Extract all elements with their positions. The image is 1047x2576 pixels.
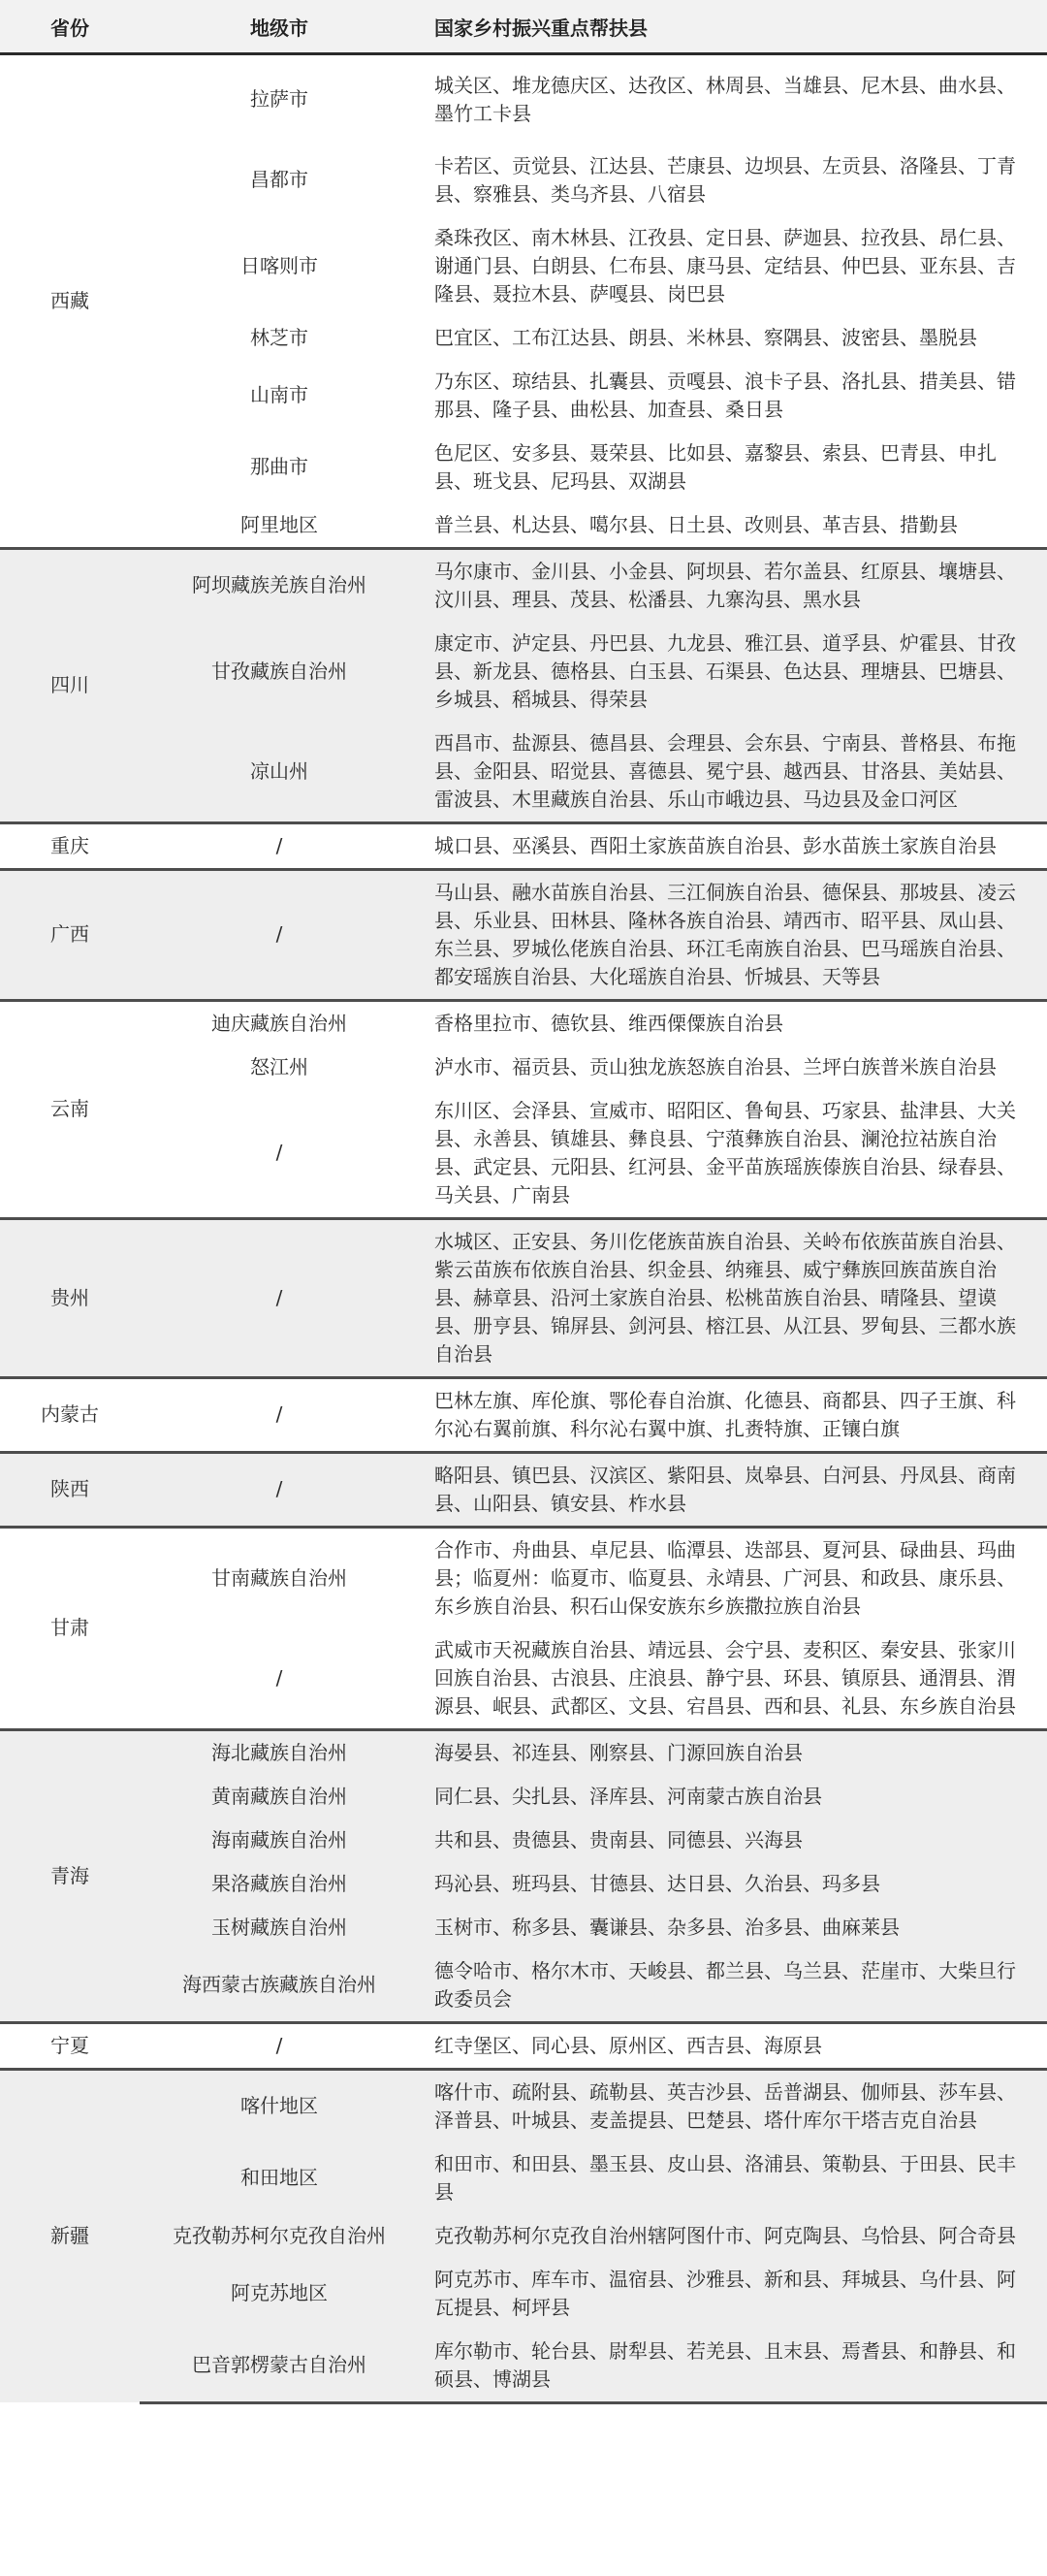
city-cell: 果洛藏族自治州 bbox=[140, 1862, 419, 1906]
county-list-cell: 桑珠孜区、南木林县、江孜县、定日县、萨迦县、拉孜县、昂仁县、谢通门县、白朗县、仁布县、康马县、定结县、仲巴县、亚东县、吉隆县、聂拉木县、萨嘎县、岗巴县 bbox=[419, 216, 1047, 316]
county-list-cell: 红寺堡区、同心县、原州区、西吉县、海原县 bbox=[419, 2022, 1047, 2069]
county-list-cell: 海晏县、祁连县、刚察县、门源回族自治县 bbox=[419, 1729, 1047, 1775]
table-row bbox=[0, 869, 1047, 1000]
table-row bbox=[0, 503, 1047, 549]
county-list-cell: 阿克苏市、库车市、温宿县、沙雅县、新和县、拜城县、乌什县、阿瓦提县、柯坪县 bbox=[419, 2258, 1047, 2330]
city-cell: 克孜勒苏柯尔克孜自治州 bbox=[140, 2214, 419, 2258]
county-list-cell: 和田市、和田县、墨玉县、皮山县、洛浦县、策勒县、于田县、民丰县 bbox=[419, 2142, 1047, 2214]
table-row bbox=[0, 1628, 1047, 1730]
city-cell: 海北藏族自治州 bbox=[140, 1729, 419, 1775]
province-cell: 广西 bbox=[0, 869, 140, 1000]
city-cell: 甘南藏族自治州 bbox=[140, 1527, 419, 1628]
table-row bbox=[0, 622, 1047, 722]
province-cell: 青海 bbox=[0, 1729, 140, 2022]
county-list-cell: 德令哈市、格尔木市、天峻县、都兰县、乌兰县、茫崖市、大柴旦行政委员会 bbox=[419, 1949, 1047, 2023]
county-list-cell: 卡若区、贡觉县、江达县、芒康县、边坝县、左贡县、洛隆县、丁青县、察雅县、类乌齐县、八宿县 bbox=[419, 145, 1047, 216]
table-row bbox=[0, 2330, 1047, 2403]
table-row bbox=[0, 2142, 1047, 2214]
province-cell: 云南 bbox=[0, 1000, 140, 1218]
county-list-cell: 城口县、巫溪县、酉阳土家族苗族自治县、彭水苗族土家族自治县 bbox=[419, 822, 1047, 869]
header-city: 地级市 bbox=[140, 0, 419, 54]
city-cell: 甘孜藏族自治州 bbox=[140, 622, 419, 722]
province-group bbox=[0, 2069, 1047, 2402]
province-group bbox=[0, 1527, 1047, 1729]
city-cell: 迪庆藏族自治州 bbox=[140, 1000, 419, 1046]
city-cell: 怒江州 bbox=[140, 1046, 419, 1089]
county-list-cell: 马尔康市、金川县、小金县、阿坝县、若尔盖县、红原县、壤塘县、汶川县、理县、茂县、松潘县、九寨沟县、黑水县 bbox=[419, 548, 1047, 622]
county-list-cell: 水城区、正安县、务川仡佬族苗族自治县、关岭布依族苗族自治县、紫云苗族布依族自治县、织金县、纳雍县、威宁彝族回族苗族自治县、赫章县、沿河土家族自治县、松桃苗族自治县、晴隆县、望谟县、册亨县、锦屏县、剑河县、榕江县、从江县、罗甸县、三都水族自治县 bbox=[419, 1218, 1047, 1377]
city-cell: / bbox=[140, 1452, 419, 1527]
table-row bbox=[0, 2258, 1047, 2330]
county-list-cell: 玛沁县、班玛县、甘德县、达日县、久治县、玛多县 bbox=[419, 1862, 1047, 1906]
city-cell: 海西蒙古族藏族自治州 bbox=[140, 1949, 419, 2023]
province-group bbox=[0, 1218, 1047, 1377]
city-cell: / bbox=[140, 822, 419, 869]
county-list-cell: 泸水市、福贡县、贡山独龙族怒族自治县、兰坪白族普米族自治县 bbox=[419, 1046, 1047, 1089]
county-list-cell: 西昌市、盐源县、德昌县、会理县、会东县、宁南县、普格县、布拖县、金阳县、昭觉县、喜德县、冕宁县、越西县、甘洛县、美姑县、雷波县、木里藏族自治县、乐山市峨边县、马边县及金口河区 bbox=[419, 722, 1047, 823]
province-cell: 新疆 bbox=[0, 2069, 140, 2402]
header-province: 省份 bbox=[0, 0, 140, 54]
county-list-cell: 乃东区、琼结县、扎囊县、贡嘎县、浪卡子县、洛扎县、措美县、错那县、隆子县、曲松县、加查县、桑日县 bbox=[419, 360, 1047, 432]
city-cell: 林芝市 bbox=[140, 316, 419, 360]
province-group bbox=[0, 869, 1047, 1000]
province-group bbox=[0, 1452, 1047, 1527]
table-row bbox=[0, 722, 1047, 823]
city-cell: 那曲市 bbox=[140, 432, 419, 503]
table-row bbox=[0, 2022, 1047, 2069]
county-list-cell: 玉树市、称多县、囊谦县、杂多县、治多县、曲麻莱县 bbox=[419, 1906, 1047, 1949]
city-cell: 日喀则市 bbox=[140, 216, 419, 316]
table-row bbox=[0, 1377, 1047, 1452]
county-list-cell: 喀什市、疏附县、疏勒县、英吉沙县、岳普湖县、伽师县、莎车县、泽普县、叶城县、麦盖提县、巴楚县、塔什库尔干塔吉克自治县 bbox=[419, 2069, 1047, 2142]
county-list-cell: 城关区、堆龙德庆区、达孜区、林周县、当雄县、尼木县、曲水县、墨竹工卡县 bbox=[419, 54, 1047, 145]
province-group bbox=[0, 54, 1047, 549]
table-row bbox=[0, 1452, 1047, 1527]
table-row bbox=[0, 1775, 1047, 1819]
table-row bbox=[0, 1527, 1047, 1628]
city-cell: 黄南藏族自治州 bbox=[140, 1775, 419, 1819]
county-list-cell: 巴宜区、工布江达县、朗县、米林县、察隅县、波密县、墨脱县 bbox=[419, 316, 1047, 360]
province-cell: 四川 bbox=[0, 548, 140, 822]
table-row bbox=[0, 1729, 1047, 1775]
city-cell: / bbox=[140, 1377, 419, 1452]
province-cell: 内蒙古 bbox=[0, 1377, 140, 1452]
table-row bbox=[0, 145, 1047, 216]
table-row bbox=[0, 216, 1047, 316]
province-cell: 陕西 bbox=[0, 1452, 140, 1527]
city-cell: 阿里地区 bbox=[140, 503, 419, 549]
city-cell: 山南市 bbox=[140, 360, 419, 432]
county-list-cell: 马山县、融水苗族自治县、三江侗族自治县、德保县、那坡县、凌云县、乐业县、田林县、隆林各族自治县、靖西市、昭平县、凤山县、东兰县、罗城仫佬族自治县、环江毛南族自治县、巴马瑶族自治县、都安瑶族自治县、大化瑶族自治县、忻城县、天等县 bbox=[419, 869, 1047, 1000]
county-list-cell: 库尔勒市、轮台县、尉犁县、若羌县、且末县、焉耆县、和静县、和硕县、博湖县 bbox=[419, 2330, 1047, 2403]
table-row bbox=[0, 360, 1047, 432]
city-cell: / bbox=[140, 2022, 419, 2069]
city-cell: 拉萨市 bbox=[140, 54, 419, 145]
province-cell: 甘肃 bbox=[0, 1527, 140, 1729]
header-county: 国家乡村振兴重点帮扶县 bbox=[419, 0, 1047, 54]
city-cell: / bbox=[140, 1089, 419, 1219]
table-row bbox=[0, 1089, 1047, 1219]
table-row bbox=[0, 1046, 1047, 1089]
city-cell: 海南藏族自治州 bbox=[140, 1819, 419, 1862]
county-list-cell: 东川区、会泽县、宣威市、昭阳区、鲁甸县、巧家县、盐津县、大关县、永善县、镇雄县、彝良县、宁蒗彝族自治县、澜沧拉祜族自治县、武定县、元阳县、红河县、金平苗族瑶族傣族自治县、绿春县、马关县、广南县 bbox=[419, 1089, 1047, 1219]
province-group bbox=[0, 822, 1047, 869]
table-row bbox=[0, 432, 1047, 503]
province-cell: 宁夏 bbox=[0, 2022, 140, 2069]
table-row bbox=[0, 2069, 1047, 2142]
province-cell: 重庆 bbox=[0, 822, 140, 869]
city-cell: 阿克苏地区 bbox=[140, 2258, 419, 2330]
city-cell: 玉树藏族自治州 bbox=[140, 1906, 419, 1949]
table-row bbox=[0, 1218, 1047, 1377]
table-row bbox=[0, 1819, 1047, 1862]
county-list-cell: 共和县、贵德县、贵南县、同德县、兴海县 bbox=[419, 1819, 1047, 1862]
table-row bbox=[0, 1949, 1047, 2023]
table-row bbox=[0, 1000, 1047, 1046]
table-row bbox=[0, 1906, 1047, 1949]
county-list-cell: 武威市天祝藏族自治县、靖远县、会宁县、麦积区、秦安县、张家川回族自治县、古浪县、庄浪县、静宁县、环县、镇原县、通渭县、渭源县、岷县、武都区、文县、宕昌县、西和县、礼县、东乡族自治县 bbox=[419, 1628, 1047, 1730]
city-cell: 昌都市 bbox=[140, 145, 419, 216]
city-cell: 巴音郭楞蒙古自治州 bbox=[140, 2330, 419, 2403]
province-cell: 贵州 bbox=[0, 1218, 140, 1377]
table-row bbox=[0, 822, 1047, 869]
city-cell: 凉山州 bbox=[140, 722, 419, 823]
header-row bbox=[0, 0, 1047, 54]
province-group bbox=[0, 1000, 1047, 1218]
county-list-cell: 略阳县、镇巴县、汉滨区、紫阳县、岚皋县、白河县、丹凤县、商南县、山阳县、镇安县、柞水县 bbox=[419, 1452, 1047, 1527]
city-cell: / bbox=[140, 1218, 419, 1377]
province-cell: 西藏 bbox=[0, 54, 140, 549]
city-cell: 喀什地区 bbox=[140, 2069, 419, 2142]
city-cell: / bbox=[140, 869, 419, 1000]
table-row bbox=[0, 54, 1047, 145]
table-row bbox=[0, 2214, 1047, 2258]
county-list-cell: 巴林左旗、库伦旗、鄂伦春自治旗、化德县、商都县、四子王旗、科尔沁右翼前旗、科尔沁右翼中旗、扎赉特旗、正镶白旗 bbox=[419, 1377, 1047, 1452]
county-list-cell: 同仁县、尖扎县、泽库县、河南蒙古族自治县 bbox=[419, 1775, 1047, 1819]
province-group bbox=[0, 548, 1047, 822]
table-row bbox=[0, 548, 1047, 622]
province-group bbox=[0, 2022, 1047, 2069]
province-group bbox=[0, 1377, 1047, 1452]
county-list-cell: 普兰县、札达县、噶尔县、日土县、改则县、革吉县、措勤县 bbox=[419, 503, 1047, 549]
county-list-cell: 合作市、舟曲县、卓尼县、临潭县、迭部县、夏河县、碌曲县、玛曲县；临夏州：临夏市、临夏县、永靖县、广河县、和政县、康乐县、东乡族自治县、积石山保安族东乡族撒拉族自治县 bbox=[419, 1527, 1047, 1628]
table-row bbox=[0, 316, 1047, 360]
province-group bbox=[0, 1729, 1047, 2022]
city-cell: 阿坝藏族羌族自治州 bbox=[140, 548, 419, 622]
county-list-cell: 色尼区、安多县、聂荣县、比如县、嘉黎县、索县、巴青县、申扎县、班戈县、尼玛县、双湖县 bbox=[419, 432, 1047, 503]
county-list-cell: 香格里拉市、德钦县、维西傈僳族自治县 bbox=[419, 1000, 1047, 1046]
county-list-cell: 克孜勒苏柯尔克孜自治州辖阿图什市、阿克陶县、乌恰县、阿合奇县 bbox=[419, 2214, 1047, 2258]
city-cell: / bbox=[140, 1628, 419, 1730]
table-row bbox=[0, 1862, 1047, 1906]
city-cell: 和田地区 bbox=[140, 2142, 419, 2214]
county-list-cell: 康定市、泸定县、丹巴县、九龙县、雅江县、道孚县、炉霍县、甘孜县、新龙县、德格县、白玉县、石渠县、色达县、理塘县、巴塘县、乡城县、稻城县、得荣县 bbox=[419, 622, 1047, 722]
